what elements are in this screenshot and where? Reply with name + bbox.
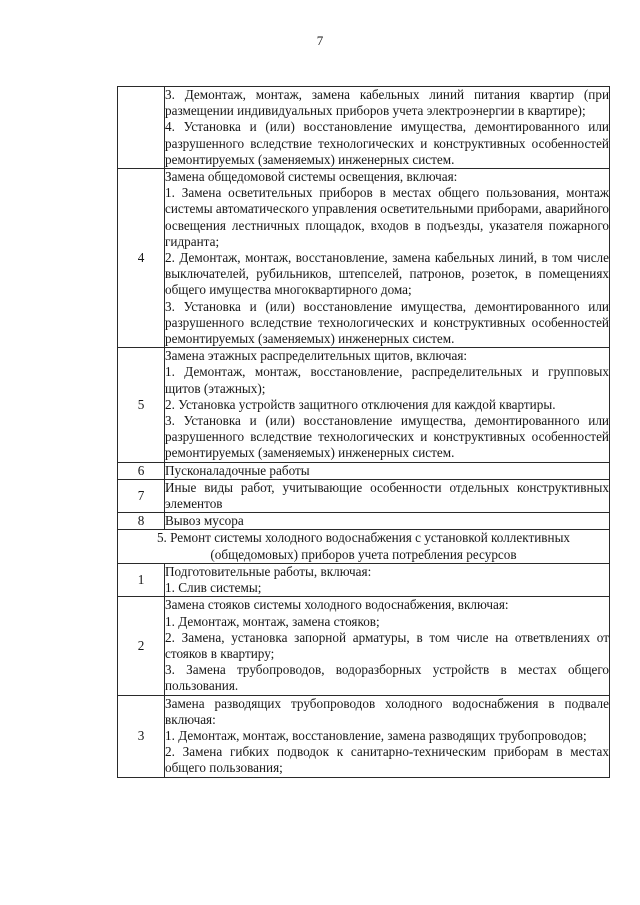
description-line: 2. Замена гибких подводок к санитарно-техническим приборам в местах общего пользования; (165, 744, 609, 776)
row-number (118, 87, 165, 169)
table-row (118, 169, 610, 348)
description-line: 3. Замена трубопроводов, водоразборных устройств в местах общего пользования. (165, 662, 609, 694)
description-line: Пусконаладочные работы (165, 462, 310, 478)
row-number: 5 (118, 348, 165, 462)
table-row (118, 597, 610, 695)
description-line: 3. Установка и (или) восстановление имущества, демонтированного или разрушенного вследствие технологических и конструктивных особенностей ремонтируемых (заменяемых) инженерных систем. (165, 298, 609, 347)
row-description (165, 563, 610, 596)
description-line: 1. Слив системы; (165, 580, 262, 596)
description-line: 1. Демонтаж, монтаж, замена стояков; (165, 613, 380, 629)
row-number: 3 (118, 695, 165, 777)
description-line: Замена общедомовой системы освещения, включая: (165, 169, 458, 185)
row-description (165, 348, 610, 462)
description-line: 2. Установка устройств защитного отключения для каждой квартиры. (165, 396, 556, 412)
description-line: Иные виды работ, учитывающие особенности отдельных конструктивных элементов (165, 479, 609, 512)
section-title: 5. Ремонт системы холодного водоснабжения с установкой коллективных (общедомовых) приборов учета потребления ресурсов (118, 530, 610, 563)
table-row (118, 348, 610, 462)
description-line: 3. Демонтаж, монтаж, замена кабельных линий питания квартир (при размещении индивидуальных приборов учета электроэнергии в квартире); (165, 87, 609, 119)
description-line: 2. Замена, установка запорной арматуры, в том числе на ответвлениях от стояков в квартиру; (165, 629, 609, 661)
description-line: 2. Демонтаж, монтаж, восстановление, замена кабельных линий, в том числе выключателей, рубильников, штепселей, патронов, розеток, в помещениях общего имущества многоквартирного дома; (165, 250, 609, 298)
row-number: 4 (118, 169, 165, 348)
table-row (118, 563, 610, 596)
description-line: 1. Замена осветительных приборов в местах общего пользования, монтаж системы автоматического управления осветительными приборами, аварийного освещения лестничных площадок, входов в подъезды, указателя пожарного гидранта; (165, 185, 609, 249)
row-description (165, 479, 610, 512)
section-header-row (118, 530, 610, 563)
description-line: 4. Установка и (или) восстановление имущества, демонтированного или разрушенного вследствие технологических и конструктивных особенностей ремонтируемых (заменяемых) инженерных систем. (165, 119, 609, 167)
table-row (118, 513, 610, 530)
row-description (165, 513, 610, 530)
row-number: 7 (118, 479, 165, 512)
description-line: Замена разводящих трубопроводов холодного водоснабжения в подвале включая: (165, 695, 609, 727)
row-description (165, 597, 610, 695)
row-description (165, 169, 610, 348)
page-number: 7 (316, 33, 324, 48)
row-number: 8 (118, 513, 165, 530)
works-table-body (118, 87, 610, 778)
row-number: 6 (118, 462, 165, 479)
row-number: 2 (118, 597, 165, 695)
description-line: Подготовительные работы, включая: (165, 563, 372, 579)
works-table (117, 86, 610, 778)
row-description (165, 695, 610, 777)
row-description (165, 87, 610, 169)
table-row (118, 462, 610, 479)
row-description (165, 462, 610, 479)
description-line: Замена стояков системы холодного водоснабжения, включая: (165, 597, 509, 613)
table-row (118, 695, 610, 777)
table-row (118, 87, 610, 169)
description-line: Вывоз мусора (165, 513, 244, 529)
description-line: 1. Демонтаж, монтаж, восстановление, замена разводящих трубопроводов; (165, 727, 587, 743)
description-line: 3. Установка и (или) восстановление имущества, демонтированного или разрушенного вследствие технологических и конструктивных особенностей ремонтируемых (заменяемых) инженерных систем. (165, 413, 609, 461)
description-line: Замена этажных распределительных щитов, включая: (165, 348, 468, 364)
row-number: 1 (118, 563, 165, 596)
description-line: 1. Демонтаж, монтаж, восстановление, распределительных и групповых щитов (этажных); (165, 364, 609, 396)
table-row (118, 479, 610, 512)
